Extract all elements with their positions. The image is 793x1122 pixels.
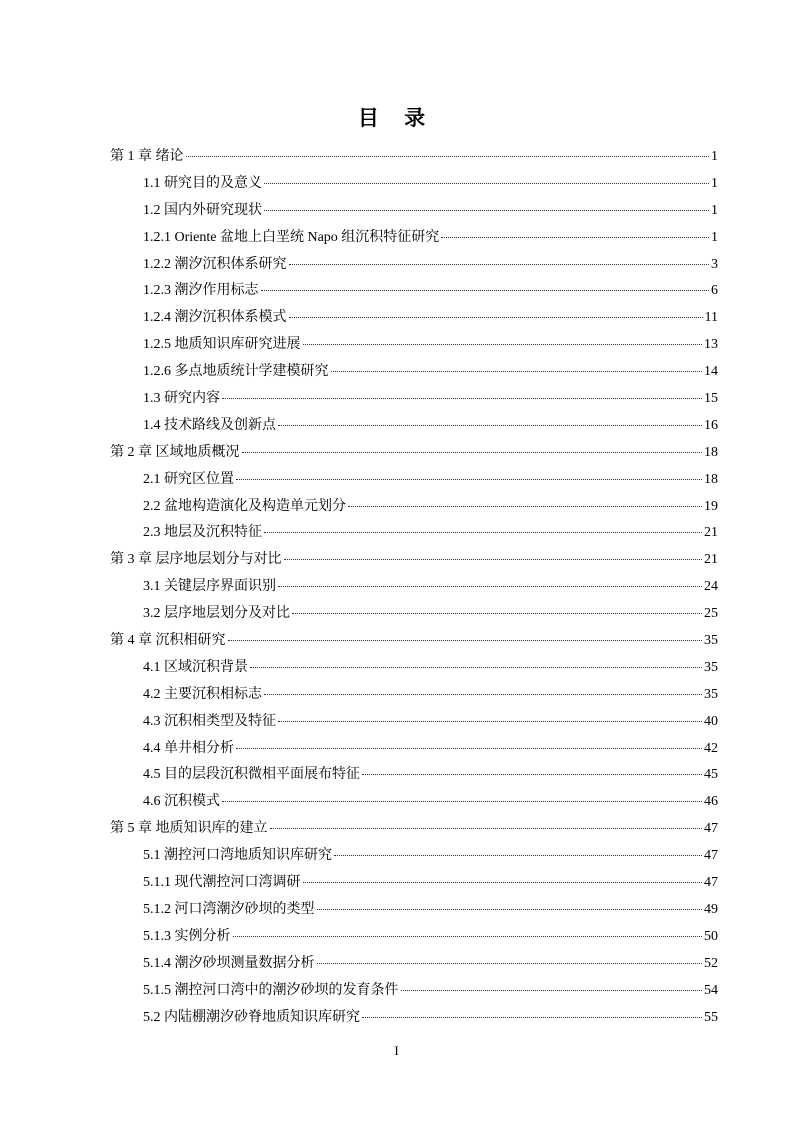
toc-entry-label: 2.3 地层及沉积特征 [143, 525, 262, 541]
toc-dot-leader [264, 694, 702, 695]
toc-entry-label: 1.4 技术路线及创新点 [143, 417, 276, 433]
toc-section-entry[interactable] [110, 413, 718, 440]
toc-entry-page: 14 [704, 364, 718, 380]
toc-entry-page: 21 [704, 552, 718, 568]
toc-section-entry[interactable] [110, 978, 718, 1005]
toc-entry-label: 4.4 单井相分析 [143, 740, 234, 756]
toc-entry-label: 3.2 层序地层划分及对比 [143, 606, 290, 622]
toc-entry-page: 40 [704, 713, 718, 729]
toc-section-entry[interactable] [110, 574, 718, 601]
toc-chapter-entry[interactable] [110, 628, 718, 655]
toc-dot-leader [292, 613, 702, 614]
toc-entry-label: 5.1.4 潮汐砂坝测量数据分析 [143, 955, 315, 971]
toc-section-entry[interactable] [110, 655, 718, 682]
toc-section-entry[interactable] [110, 762, 718, 789]
toc-dot-leader [317, 909, 703, 910]
toc-dot-leader [261, 290, 710, 291]
toc-entry-page: 46 [704, 794, 718, 810]
toc-entry-label: 1.2.6 多点地质统计学建模研究 [143, 364, 329, 380]
toc-entry-label: 4.2 主要沉积相标志 [143, 686, 262, 702]
toc-dot-leader [264, 183, 709, 184]
toc-dot-leader [303, 344, 703, 345]
toc-entry-label: 1.2.3 潮汐作用标志 [143, 283, 259, 299]
toc-entry-page: 50 [704, 928, 718, 944]
toc-dot-leader [284, 559, 703, 560]
toc-section-entry[interactable] [110, 601, 718, 628]
toc-chapter-entry[interactable] [110, 144, 718, 171]
toc-dot-leader [250, 667, 702, 668]
toc-entry-label: 5.1.3 实例分析 [143, 928, 231, 944]
toc-entry-page: 1 [711, 229, 718, 245]
toc-entry-page: 35 [704, 686, 718, 702]
toc-entry-label: 4.3 沉积相类型及特征 [143, 713, 276, 729]
toc-entry-label: 2.1 研究区位置 [143, 471, 234, 487]
toc-entry-page: 13 [704, 337, 718, 353]
toc-chapter-entry[interactable] [110, 547, 718, 574]
toc-entry-page: 3 [711, 256, 718, 272]
toc-dot-leader [228, 640, 703, 641]
toc-entry-page: 49 [704, 901, 718, 917]
toc-entry-label: 5.1.5 潮控河口湾中的潮汐砂坝的发育条件 [143, 982, 399, 998]
toc-entry-page: 18 [704, 444, 718, 460]
toc-section-entry[interactable] [110, 467, 718, 494]
toc-entry-page: 54 [704, 982, 718, 998]
toc-entry-label: 第 2 章 区域地质概况 [110, 444, 240, 460]
toc-section-entry[interactable] [110, 332, 718, 359]
toc-section-entry[interactable] [110, 870, 718, 897]
toc-entry-label: 1.2 国内外研究现状 [143, 202, 262, 218]
toc-entry-label: 2.2 盆地构造演化及构造单元划分 [143, 498, 346, 514]
toc-dot-leader [278, 721, 702, 722]
toc-section-entry[interactable] [110, 305, 718, 332]
toc-section-entry[interactable] [110, 386, 718, 413]
toc-dot-leader [331, 371, 703, 372]
toc-section-entry[interactable] [110, 951, 718, 978]
toc-entry-label: 1.2.4 潮汐沉积体系模式 [143, 310, 287, 326]
toc-section-entry[interactable] [110, 897, 718, 924]
toc-chapter-entry[interactable] [110, 816, 718, 843]
toc-dot-leader [362, 774, 702, 775]
toc-section-entry[interactable] [110, 359, 718, 386]
toc-dot-leader [278, 425, 702, 426]
toc-section-entry[interactable] [110, 494, 718, 521]
toc-entry-page: 35 [704, 659, 718, 675]
toc-entry-page: 42 [704, 740, 718, 756]
toc-section-entry[interactable] [110, 278, 718, 305]
toc-entry-page: 16 [704, 417, 718, 433]
toc-section-entry[interactable] [110, 789, 718, 816]
toc-entry-label: 5.1.1 现代潮控河口湾调研 [143, 875, 301, 891]
toc-entry-page: 1 [711, 149, 718, 164]
toc-dot-leader [236, 748, 702, 749]
toc-section-entry[interactable] [110, 225, 718, 252]
toc-entry-page: 15 [704, 391, 718, 407]
toc-section-entry[interactable] [110, 520, 718, 547]
toc-entry-page: 24 [704, 579, 718, 595]
toc-entry-page: 55 [704, 1009, 718, 1025]
toc-dot-leader [362, 1017, 702, 1018]
toc-dot-leader [278, 586, 702, 587]
toc-dot-leader [264, 210, 709, 211]
toc-entry-page: 19 [704, 498, 718, 514]
toc-dot-leader [236, 479, 702, 480]
toc-entry-label: 第 1 章 绪论 [110, 149, 184, 164]
toc-entry-label: 4.5 目的层段沉积微相平面展布特征 [143, 767, 360, 783]
toc-entry-label: 4.6 沉积模式 [143, 794, 220, 810]
toc-entry-label: 1.1 研究目的及意义 [143, 175, 262, 191]
toc-dot-leader [264, 532, 702, 533]
toc-dot-leader [289, 264, 710, 265]
toc-section-entry[interactable] [110, 171, 718, 198]
toc-entry-page: 18 [704, 471, 718, 487]
toc-entry-page: 47 [704, 821, 718, 837]
toc-entry-page: 11 [704, 310, 718, 326]
toc-entry-page: 1 [711, 202, 718, 218]
toc-entry-label: 3.1 关键层序界面识别 [143, 579, 276, 595]
toc-dot-leader [348, 506, 702, 507]
toc-entry-label: 5.2 内陆棚潮汐砂脊地质知识库研究 [143, 1009, 360, 1025]
toc-dot-leader [186, 156, 710, 157]
toc-dot-leader [222, 398, 702, 399]
toc-section-entry[interactable] [110, 252, 718, 279]
toc-entry-label: 第 4 章 沉积相研究 [110, 633, 226, 649]
toc-entry-label: 5.1 潮控河口湾地质知识库研究 [143, 848, 332, 864]
toc-entry-label: 4.1 区域沉积背景 [143, 659, 248, 675]
toc-entry-label: 1.2.1 Oriente 盆地上白垩统 Napo 组沉积特征研究 [143, 229, 440, 245]
toc-chapter-entry[interactable] [110, 440, 718, 467]
toc-entry-page: 45 [704, 767, 718, 783]
toc-entry-page: 47 [704, 848, 718, 864]
toc-entry-page: 47 [704, 875, 718, 891]
table-of-contents [110, 144, 718, 1031]
toc-dot-leader [317, 963, 703, 964]
toc-entry-label: 5.1.2 河口湾潮汐砂坝的类型 [143, 901, 315, 917]
toc-dot-leader [289, 317, 703, 318]
page-title: 目 录 [357, 106, 436, 130]
toc-dot-leader [222, 801, 702, 802]
toc-entry-page: 1 [711, 175, 718, 191]
toc-section-entry[interactable] [110, 843, 718, 870]
toc-section-entry[interactable] [110, 682, 718, 709]
toc-dot-leader [242, 452, 703, 453]
toc-entry-page: 25 [704, 606, 718, 622]
toc-entry-page: 6 [711, 283, 718, 299]
toc-dot-leader [441, 237, 709, 238]
toc-section-entry[interactable] [110, 709, 718, 736]
toc-entry-label: 1.2.2 潮汐沉积体系研究 [143, 256, 287, 272]
toc-dot-leader [401, 990, 703, 991]
toc-section-entry[interactable] [110, 198, 718, 225]
toc-section-entry[interactable] [110, 1005, 718, 1032]
toc-entry-label: 1.2.5 地质知识库研究进展 [143, 337, 301, 353]
page-number: I [394, 1043, 399, 1058]
toc-dot-leader [334, 855, 702, 856]
toc-entry-label: 1.3 研究内容 [143, 391, 220, 407]
toc-entry-label: 第 5 章 地质知识库的建立 [110, 821, 268, 837]
toc-entry-page: 35 [704, 633, 718, 649]
toc-entry-page: 52 [704, 955, 718, 971]
toc-entry-label: 第 3 章 层序地层划分与对比 [110, 552, 282, 568]
toc-section-entry[interactable] [110, 736, 718, 763]
toc-dot-leader [270, 828, 703, 829]
toc-dot-leader [233, 936, 703, 937]
toc-dot-leader [303, 882, 703, 883]
toc-section-entry[interactable] [110, 924, 718, 951]
toc-entry-page: 21 [704, 525, 718, 541]
